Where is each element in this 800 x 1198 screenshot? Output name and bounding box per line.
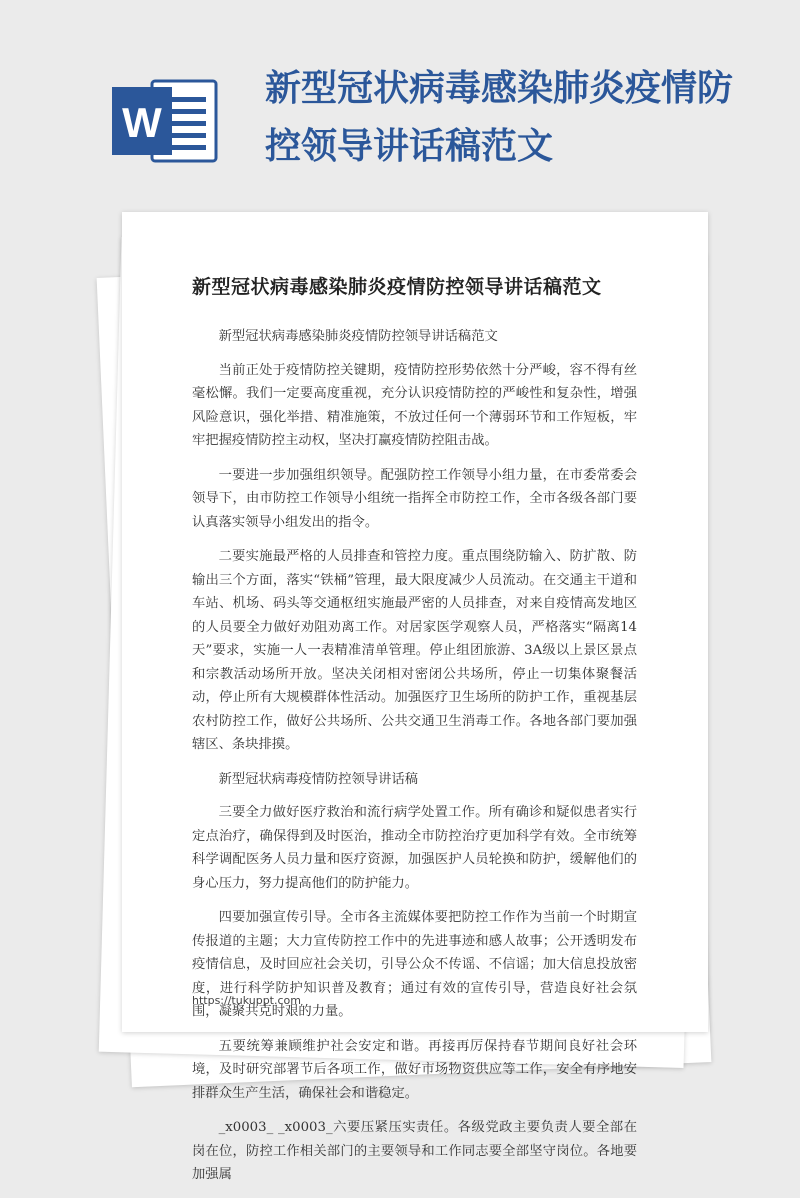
document-title: 新型冠状病毒感染肺炎疫情防控领导讲话稿范文 (192, 276, 602, 298)
document-paragraph: 当前正处于疫情防控关键期，疫情防控形势依然十分严峻，容不得有丝毫松懈。我们一定要高度重视，充分认识疫情防控的严峻性和复杂性，增强风险意识，强化举措、精准施策，不放过任何一个薄弱环节和工作短板，牢牢把握疫情防控主动权，坚决打赢疫情防控阻击战。 (192, 362, 637, 448)
document-paragraph: 一要进一步加强组织领导。配强防控工作领导小组力量，在市委常委会领导下，由市防控工作领导小组统一指挥全市防控工作，全市各级各部门要认真落实领导小组发出的指令。 (192, 467, 637, 530)
document-paragraph: _x0003_ _x0003_六要压紧压实责任。各级党政主要负责人要全部在岗在位，防控工作相关部门的主要领导和工作同志要全部坚守岗位。各地要加强属 (192, 1120, 637, 1182)
document-preview (100, 225, 700, 1182)
word-document-icon (110, 75, 220, 165)
document-url[interactable]: https://tukuppt.com (192, 994, 301, 1007)
document-page (122, 212, 708, 1182)
document-paragraph: 四要加强宣传引导。全市各主流媒体要把防控工作作为当前一个时期宣传报道的主题；大力宣传防控工作中的先进事迹和感人故事；公开透明发布疫情信息，及时回应社会关切，引导公众不传谣、不信谣；加大信息投放密度，进行科学防护知识普及教育；通过有效的宣传引导，营造良好社会氛围，凝聚共克时艰的力量。 (192, 910, 637, 1019)
document-paragraph: 三要全力做好医疗救治和流行病学处置工作。所有确诊和疑似患者实行定点治疗，确保得到及时医治，推动全市防控治疗更加科学有效。全市统筹科学调配医务人员力量和医疗资源，加强医护人员轮换和防护，缓解他们的身心压力，努力提高他们的防护能力。 (192, 805, 637, 891)
document-body (192, 325, 637, 1198)
document-subheading: 新型冠状病毒感染肺炎疫情防控领导讲话稿范文 (218, 329, 498, 344)
document-subheading: 新型冠状病毒疫情防控领导讲话稿 (218, 771, 419, 787)
word-icon-letter: W (122, 99, 162, 146)
document-paragraph: 五要统筹兼顾维护社会安定和谐。再接再厉保持春节期间良好社会环境，及时研究部署节后各项工作，做好市场物资供应等工作，安全有序地安排群众生产生活，确保社会和谐稳定。 (192, 1038, 637, 1101)
page-title: 新型冠状病毒感染肺炎疫情防控领导讲话稿范文 (265, 68, 734, 167)
document-paragraph: 二要实施最严格的人员排查和管控力度。重点围绕防输入、防扩散、防输出三个方面，落实“铁桶”管理，最大限度减少人员流动。在交通主干道和车站、机场、码头等交通枢纽实施最严密的人员排查，对来自疫情高发地区的人员要全力做好劝阻劝离工作。对居家医学观察人员，严格落实“隔离14天”要求，实施一人一表精准清单管理。停止组团旅游、3A级以上景区景点和宗教活动场所开放。坚决关闭相对密闭公共场所，停止一切集体聚餐活动，停止所有大规模群体性活动。加强医疗卫生场所的防护工作，重视基层农村防控工作，做好公共场所、公共交通卫生消毒工作。各地各部门要加强辖区、条块排摸。 (192, 549, 637, 752)
preview-header (0, 0, 800, 215)
